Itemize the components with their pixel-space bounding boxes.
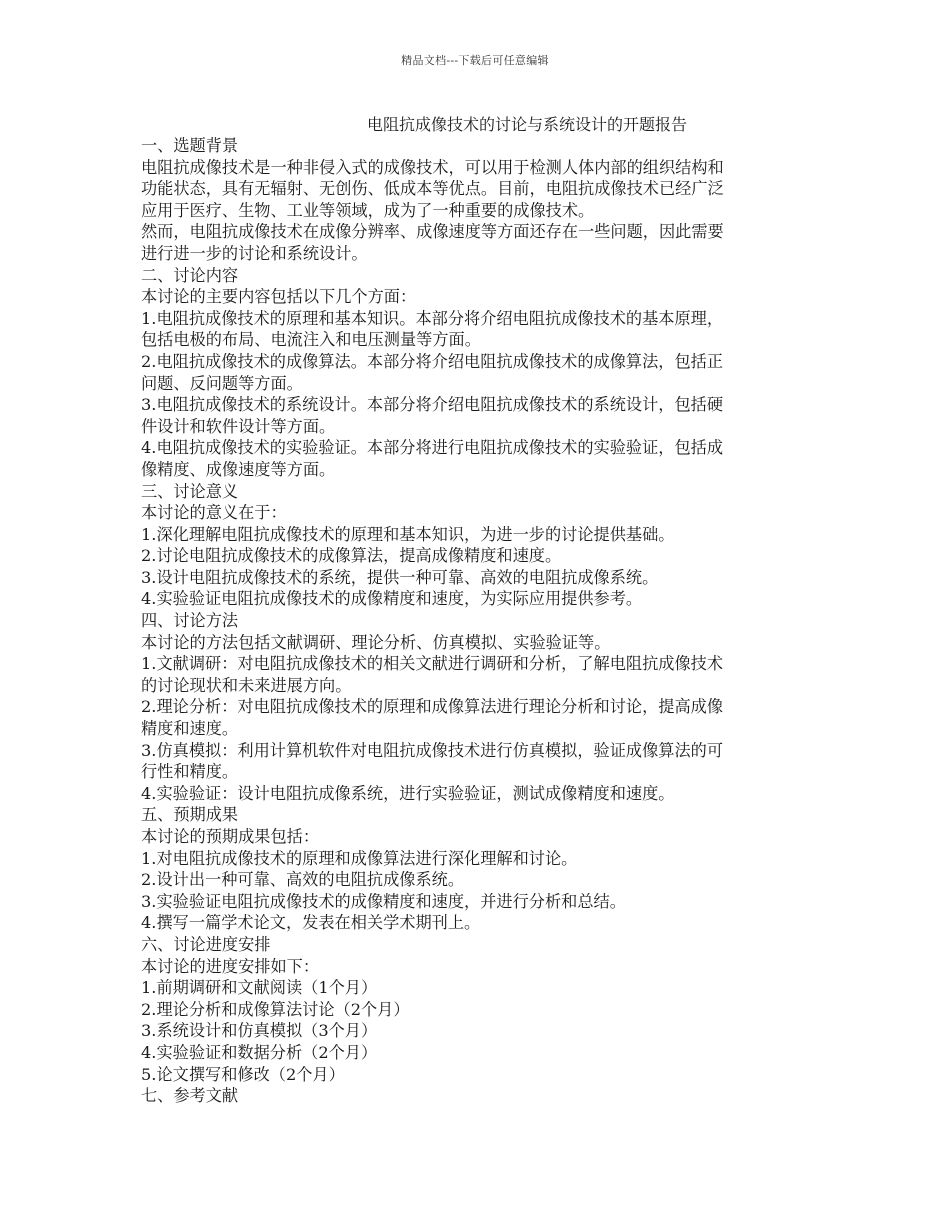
- text-line: 本讨论的主要内容包括以下几个方面：: [141, 287, 417, 307]
- text-line: 4.实验验证：设计电阻抗成像系统，进行实验验证，测试成像精度和速度。: [141, 783, 675, 803]
- text-line: 4.实验验证电阻抗成像技术的成像精度和速度，为实际应用提供参考。: [141, 589, 643, 609]
- text-line: 包括电极的布局、电流注入和电压测量等方面。: [141, 330, 481, 350]
- text-line: 1.深化理解电阻抗成像技术的原理和基本知识，为进一步的讨论提供基础。: [141, 524, 675, 544]
- text-line: 应用于医疗、生物、工业等领域，成为了一种重要的成像技术。: [141, 200, 595, 220]
- text-line: 本讨论的进度安排如下：: [141, 956, 320, 976]
- page-header: 精品文档---下载后可任意编辑: [401, 54, 549, 67]
- text-line: 1.前期调研和文献阅读（1个月）: [141, 978, 378, 998]
- text-line: 3.电阻抗成像技术的系统设计。本部分将介绍电阻抗成像技术的系统设计，包括硬: [141, 395, 724, 415]
- text-line: 本讨论的意义在于：: [141, 503, 287, 523]
- text-line: 功能状态，具有无辐射、无创伤、低成本等优点。目前，电阻抗成像技术已经广泛: [141, 179, 724, 199]
- text-line: 的讨论现状和未来进展方向。: [141, 675, 352, 695]
- text-line: 2.电阻抗成像技术的成像算法。本部分将介绍电阻抗成像技术的成像算法，包括正: [141, 351, 724, 371]
- text-line: 本讨论的方法包括文献调研、理论分析、仿真模拟、实验验证等。: [141, 632, 611, 652]
- text-line: 行性和精度。: [141, 762, 239, 782]
- text-line: 1.电阻抗成像技术的原理和基本知识。本部分将介绍电阻抗成像技术的基本原理，: [141, 308, 724, 328]
- text-line: 精度和速度。: [141, 719, 239, 739]
- text-line: 1.对电阻抗成像技术的原理和成像算法进行深化理解和讨论。: [141, 848, 578, 868]
- text-line: 4.撰写一篇学术论文，发表在相关学术期刊上。: [141, 913, 481, 933]
- text-line: 电阻抗成像技术是一种非侵入式的成像技术，可以用于检测人体内部的组织结构和: [141, 157, 724, 177]
- section-heading: 六、讨论进度安排: [141, 934, 271, 954]
- text-line: 件设计和软件设计等方面。: [141, 416, 336, 436]
- document-title: 电阻抗成像技术的讨论与系统设计的开题报告: [367, 115, 688, 134]
- text-line: 2.设计出一种可靠、高效的电阻抗成像系统。: [141, 870, 465, 890]
- section-heading: 七、参考文献: [141, 1086, 239, 1106]
- text-line: 3.仿真模拟：利用计算机软件对电阻抗成像技术进行仿真模拟，验证成像算法的可: [141, 740, 724, 760]
- text-line: 5.论文撰写和修改（2个月）: [141, 1064, 345, 1084]
- text-line: 4.电阻抗成像技术的实验验证。本部分将进行电阻抗成像技术的实验验证，包括成: [141, 438, 724, 458]
- section-heading: 一、选题背景: [141, 136, 239, 155]
- text-line: 2.理论分析和成像算法讨论（2个月）: [141, 999, 410, 1019]
- section-heading: 二、讨论内容: [141, 265, 239, 285]
- text-line: 问题、反问题等方面。: [141, 373, 303, 393]
- document-body: [141, 135, 813, 1107]
- text-line: 1.文献调研：对电阻抗成像技术的相关文献进行调研和分析，了解电阻抗成像技术: [141, 654, 724, 674]
- section-heading: 五、预期成果: [141, 805, 239, 825]
- text-line: 然而，电阻抗成像技术在成像分辨率、成像速度等方面还存在一些问题，因此需要: [141, 222, 724, 242]
- text-line: 3.系统设计和仿真模拟（3个月）: [141, 1021, 378, 1041]
- text-line: 3.设计电阻抗成像技术的系统，提供一种可靠、高效的电阻抗成像系统。: [141, 567, 659, 587]
- text-line: 进行进一步的讨论和系统设计。: [141, 243, 368, 263]
- text-line: 2.理论分析：对电阻抗成像技术的原理和成像算法进行理论分析和讨论，提高成像: [141, 697, 724, 717]
- section-heading: 三、讨论意义: [141, 481, 239, 501]
- text-line: 本讨论的预期成果包括：: [141, 827, 320, 846]
- text-line: 4.实验验证和数据分析（2个月）: [141, 1042, 378, 1062]
- section-heading: 四、讨论方法: [141, 611, 239, 631]
- text-line: 2.讨论电阻抗成像技术的成像算法，提高成像精度和速度。: [141, 546, 562, 566]
- text-line: 3.实验验证电阻抗成像技术的成像精度和速度，并进行分析和总结。: [141, 891, 626, 911]
- text-line: 像精度、成像速度等方面。: [141, 459, 336, 479]
